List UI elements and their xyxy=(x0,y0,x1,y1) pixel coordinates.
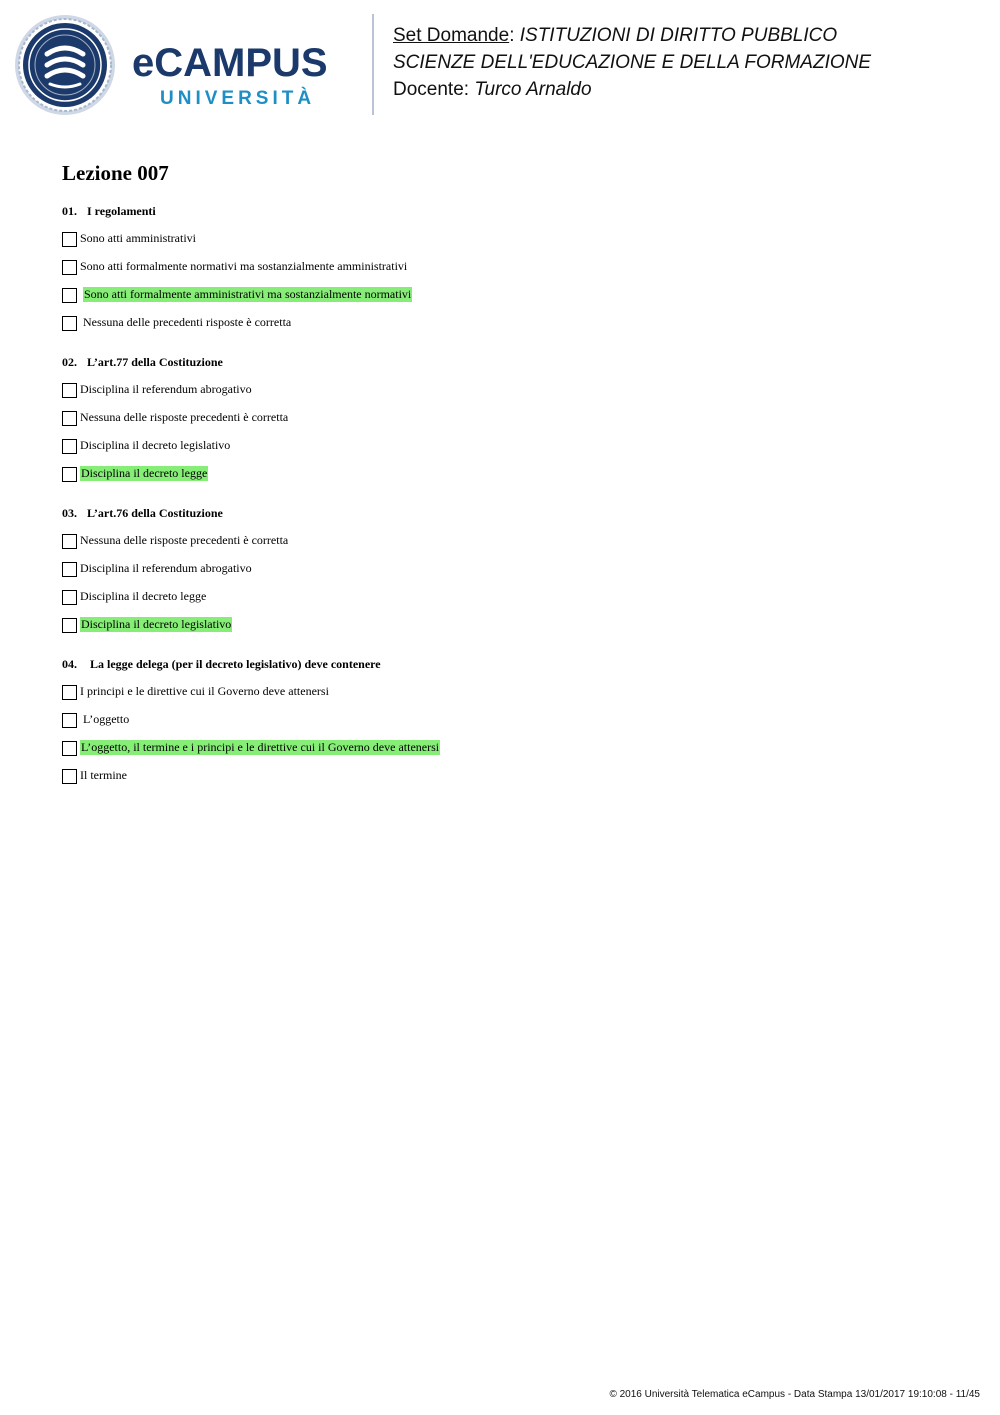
answer-checkbox[interactable] xyxy=(62,713,77,728)
answer-checkbox[interactable] xyxy=(62,383,77,398)
answer-option[interactable] xyxy=(62,410,942,438)
answer-text-correct: Disciplina il decreto legislativo xyxy=(81,617,232,631)
answer-checkbox[interactable] xyxy=(62,316,77,331)
answer-text: Sono atti formalmente normativi ma sostanzialmente amministrativi xyxy=(80,259,408,273)
header-info xyxy=(393,22,871,103)
lesson-title: Lezione 007 xyxy=(62,161,169,185)
question-block xyxy=(62,505,942,645)
answer-text: Disciplina il referendum abrogativo xyxy=(80,561,252,575)
answer-text: Sono atti amministrativi xyxy=(80,231,196,245)
course-name: ISTITUZIONI DI DIRITTO PUBBLICO xyxy=(519,25,838,46)
question-title xyxy=(62,354,942,370)
teacher-label: Docente xyxy=(393,79,464,100)
answer-checkbox[interactable] xyxy=(62,685,77,700)
answer-checkbox[interactable] xyxy=(62,467,77,482)
answer-text: I principi e le direttive cui il Governo deve attenersi xyxy=(80,684,329,698)
answer-option[interactable] xyxy=(62,533,942,561)
question-block xyxy=(62,203,942,343)
answer-option[interactable] xyxy=(62,712,942,740)
answer-checkbox[interactable] xyxy=(62,288,77,303)
teacher-name: Turco Arnaldo xyxy=(474,79,592,100)
page-footer: © 2016 Università Telematica eCampus - Data Stampa 13/01/2017 19:10:08 - 11/45 xyxy=(609,1389,980,1400)
university-seal-logo xyxy=(14,14,116,116)
answer-checkbox[interactable] xyxy=(62,590,77,605)
answer-text: Disciplina il decreto legge xyxy=(80,589,207,603)
answer-option-correct[interactable] xyxy=(62,617,942,645)
question-number: 03. xyxy=(62,506,77,520)
question-text: L’art.77 della Costituzione xyxy=(87,355,223,369)
question-set-line: Set Domande: ISTITUZIONI DI DIRITTO PUBBLICO xyxy=(393,25,838,46)
question-title xyxy=(62,505,942,521)
question-text: I regolamenti xyxy=(87,204,156,218)
answer-checkbox[interactable] xyxy=(62,232,77,247)
faculty-name: SCIENZE DELL'EDUCAZIONE E DELLA FORMAZIONE xyxy=(393,52,872,73)
answer-text-correct: L’oggetto, il termine e i principi e le direttive cui il Governo deve attenersi xyxy=(81,740,440,754)
answer-checkbox[interactable] xyxy=(62,411,77,426)
answer-checkbox[interactable] xyxy=(62,618,77,633)
teacher-line: Docente: Turco Arnaldo xyxy=(393,79,592,100)
answer-option[interactable] xyxy=(62,315,942,343)
answer-text-correct: Sono atti formalmente amministrativi ma sostanzialmente normativi xyxy=(84,287,412,301)
question-title xyxy=(62,656,942,672)
answer-text: Nessuna delle risposte precedenti è corretta xyxy=(80,533,289,547)
answer-option[interactable] xyxy=(62,438,942,466)
question-block xyxy=(62,656,942,796)
brand-wordmark: eCAMPUS xyxy=(132,41,328,85)
question-text: L’art.76 della Costituzione xyxy=(87,506,223,520)
answer-option[interactable] xyxy=(62,561,942,589)
brand-subtitle: UNIVERSITÀ xyxy=(160,88,316,109)
answer-text: Nessuna delle precedenti risposte è corretta xyxy=(83,315,292,329)
question-title xyxy=(62,203,942,219)
answer-checkbox[interactable] xyxy=(62,260,77,275)
answer-option-correct[interactable] xyxy=(62,466,942,494)
answer-option[interactable] xyxy=(62,231,942,259)
answer-text: Il termine xyxy=(80,768,127,782)
set-label: Set Domande xyxy=(393,25,510,46)
question-number: 04. xyxy=(62,657,77,671)
answer-option[interactable] xyxy=(62,589,942,617)
answer-checkbox[interactable] xyxy=(62,534,77,549)
answer-option[interactable] xyxy=(62,382,942,410)
question-block xyxy=(62,354,942,494)
question-number: 01. xyxy=(62,204,77,218)
answer-text: L’oggetto xyxy=(83,712,130,726)
answer-text: Nessuna delle risposte precedenti è corretta xyxy=(80,410,289,424)
question-text: La legge delega (per il decreto legislativo) deve contenere xyxy=(90,657,381,671)
answer-option-correct[interactable] xyxy=(62,740,942,768)
answer-option[interactable] xyxy=(62,259,942,287)
answer-text: Disciplina il referendum abrogativo xyxy=(80,382,252,396)
answer-option[interactable] xyxy=(62,684,942,712)
answer-text-correct: Disciplina il decreto legge xyxy=(81,466,208,480)
answer-checkbox[interactable] xyxy=(62,439,77,454)
question-number: 02. xyxy=(62,355,77,369)
header-divider xyxy=(372,14,374,115)
answer-checkbox[interactable] xyxy=(62,769,77,784)
answer-text: Disciplina il decreto legislativo xyxy=(80,438,231,452)
answer-option-correct[interactable] xyxy=(62,287,942,315)
answer-option[interactable] xyxy=(62,768,942,796)
answer-checkbox[interactable] xyxy=(62,562,77,577)
answer-checkbox[interactable] xyxy=(62,741,77,756)
